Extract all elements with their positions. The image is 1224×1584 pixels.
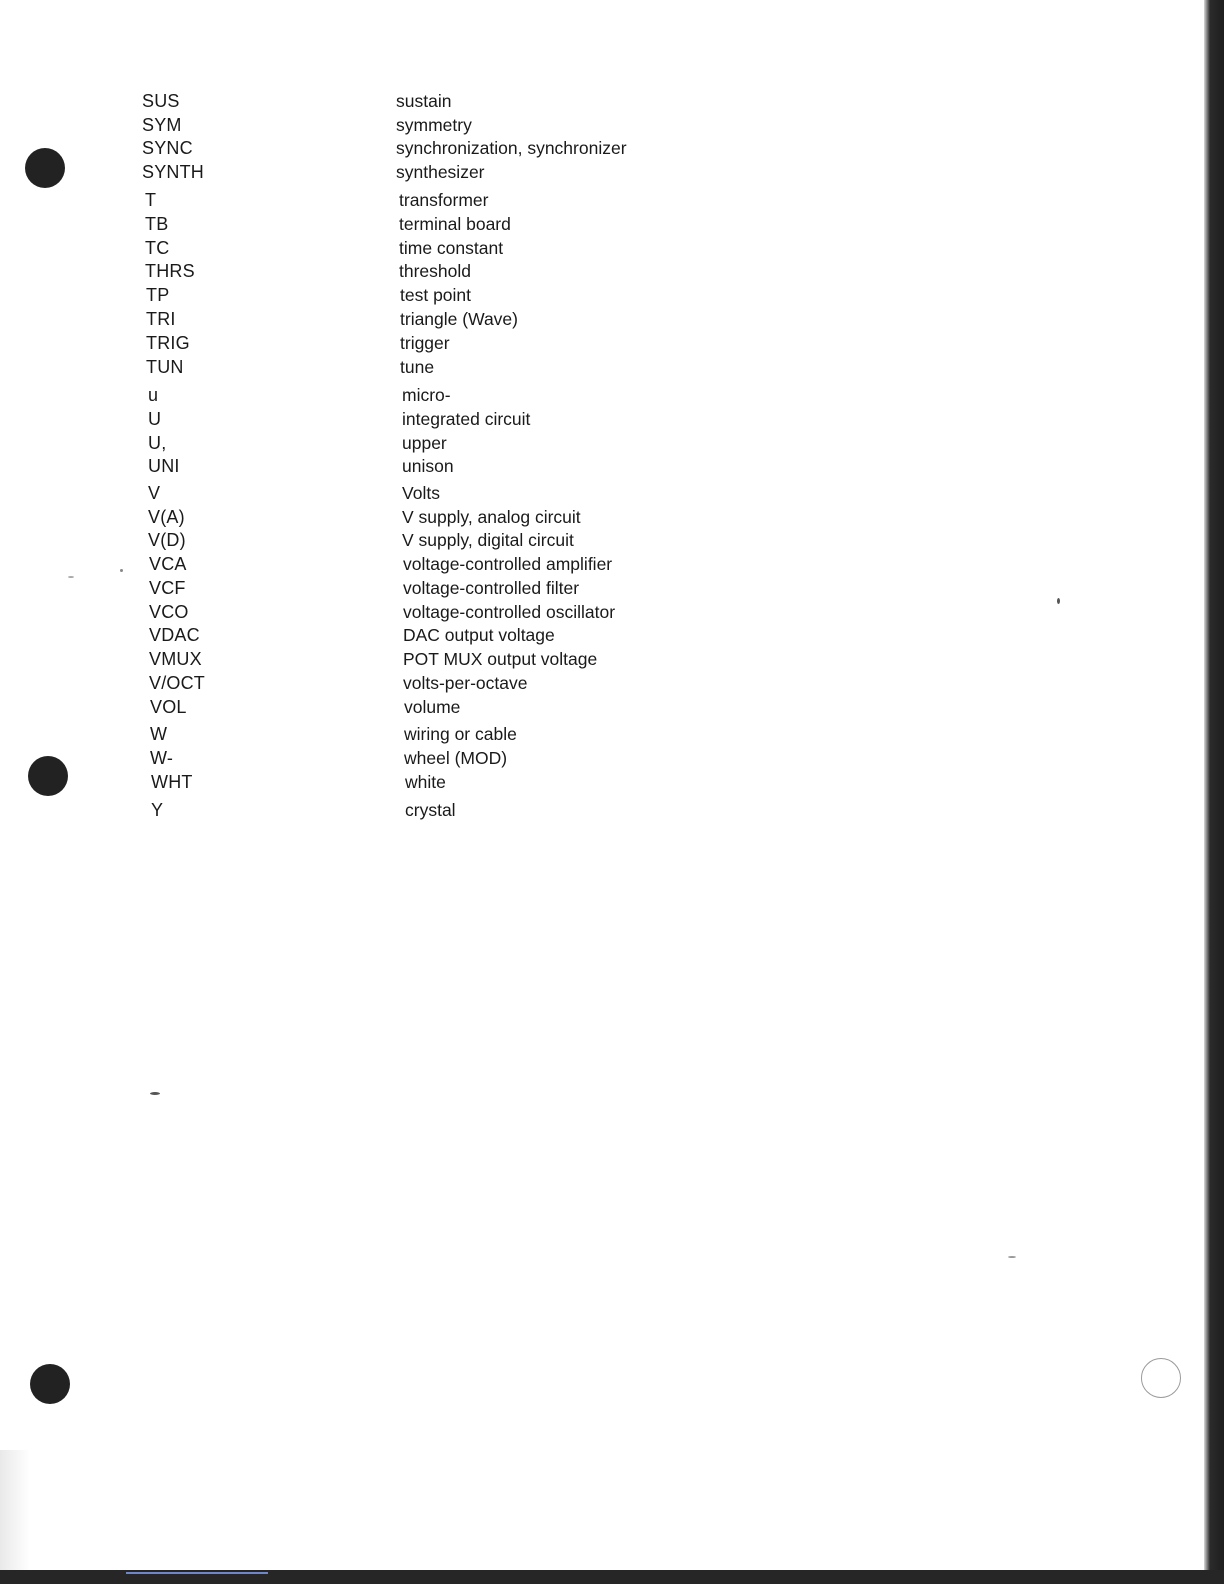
glossary-row: [142, 114, 842, 136]
abbreviation-definition: tune: [400, 357, 435, 377]
abbreviation-term: TUN: [146, 357, 184, 377]
abbreviation-term: TP: [146, 285, 170, 305]
glossary-row: [145, 260, 845, 282]
abbreviation-term: V(D): [148, 530, 186, 550]
abbreviation-definition: sustain: [396, 91, 452, 111]
glossary-row: [148, 482, 848, 504]
glossary-row: [149, 601, 849, 623]
abbreviation-definition: V supply, analog circuit: [402, 507, 581, 527]
glossary-row: [145, 213, 845, 235]
glossary-row: [149, 624, 849, 646]
abbreviation-term: VOL: [150, 697, 187, 717]
abbreviation-definition: V supply, digital circuit: [402, 530, 574, 550]
glossary-row: [146, 356, 846, 378]
abbreviation-definition: terminal board: [399, 214, 511, 234]
abbreviation-definition: test point: [400, 285, 472, 305]
abbreviation-definition: white: [405, 772, 446, 792]
abbreviation-definition: integrated circuit: [402, 409, 531, 429]
abbreviation-definition: time constant: [399, 238, 504, 258]
abbreviation-term: TC: [145, 238, 170, 258]
abbreviation-definition: voltage-controlled filter: [403, 578, 580, 598]
abbreviation-definition: triangle (Wave): [400, 309, 518, 329]
abbreviation-term: V/OCT: [149, 673, 206, 693]
abbreviation-definition: POT MUX output voltage: [403, 649, 598, 669]
abbreviation-term: VMUX: [149, 649, 202, 669]
glossary-row: [150, 747, 850, 769]
abbreviation-term: SYNC: [142, 138, 193, 158]
glossary-row: [149, 648, 849, 670]
abbreviation-term: VCA: [149, 554, 187, 574]
abbreviation-definition: trigger: [400, 333, 450, 353]
glossary-row: [146, 332, 846, 354]
abbreviation-term: TRI: [146, 309, 176, 329]
glossary-row: [150, 696, 850, 718]
glossary-row: [148, 529, 848, 551]
abbreviation-term: Y: [151, 800, 164, 820]
abbreviation-definition: volume: [404, 697, 461, 717]
abbreviation-term: SUS: [142, 91, 180, 111]
abbreviation-term: THRS: [145, 261, 195, 281]
abbreviation-definition: crystal: [405, 800, 456, 820]
abbreviation-term: W: [150, 724, 168, 744]
abbreviation-term: V: [148, 483, 161, 503]
abbreviation-term: SYM: [142, 115, 182, 135]
glossary-row: [142, 161, 842, 183]
glossary-row: [149, 553, 849, 575]
abbreviation-definition: DAC output voltage: [403, 625, 555, 645]
abbreviation-definition: voltage-controlled amplifier: [403, 554, 613, 574]
scan-bottom-tab: [126, 1572, 268, 1574]
abbreviation-term: UNI: [148, 456, 180, 476]
abbreviation-definition: symmetry: [396, 115, 472, 135]
abbreviation-term: SYNTH: [142, 162, 205, 182]
glossary-row: [149, 672, 849, 694]
abbreviation-term: VCF: [149, 578, 186, 598]
abbreviation-term: W-: [150, 748, 174, 768]
abbreviation-term: U,: [148, 433, 167, 453]
scan-right-border: [1204, 0, 1224, 1584]
abbreviation-term: TRIG: [146, 333, 190, 353]
abbreviation-definition: wheel (MOD): [404, 748, 508, 768]
glossary-row: [146, 284, 846, 306]
abbreviation-definition: voltage-controlled oscillator: [403, 602, 616, 622]
glossary-row: [146, 308, 846, 330]
abbreviation-term: VCO: [149, 602, 189, 622]
glossary-row: [145, 189, 845, 211]
abbreviation-definition: micro-: [402, 385, 451, 405]
glossary-row: [148, 384, 848, 406]
abbreviation-definition: Volts: [402, 483, 440, 503]
glossary-row: [142, 90, 842, 112]
glossary-row: [142, 137, 842, 159]
abbreviation-term: T: [145, 190, 157, 210]
glossary-row: [151, 799, 851, 821]
abbreviation-term: U: [148, 409, 162, 429]
abbreviation-term: VDAC: [149, 625, 200, 645]
abbreviation-term: u: [148, 385, 159, 405]
abbreviation-term: TB: [145, 214, 169, 234]
glossary-row: [149, 577, 849, 599]
glossary-row: [148, 408, 848, 430]
glossary-row: [145, 237, 845, 259]
abbreviation-definition: volts-per-octave: [403, 673, 528, 693]
abbreviation-definition: synchronization, synchronizer: [396, 138, 627, 158]
abbreviation-definition: wiring or cable: [404, 724, 517, 744]
abbreviation-term: V(A): [148, 507, 185, 527]
abbreviation-definition: upper: [402, 433, 447, 453]
glossary-row: [150, 723, 850, 745]
abbreviation-term: WHT: [151, 772, 193, 792]
abbreviation-definition: synthesizer: [396, 162, 485, 182]
abbreviation-definition: threshold: [399, 261, 471, 281]
glossary-row: [148, 455, 848, 477]
glossary-row: [151, 771, 851, 793]
abbreviation-definition: unison: [402, 456, 454, 476]
abbreviation-definition: transformer: [399, 190, 489, 210]
glossary-row: [148, 432, 848, 454]
glossary-row: [148, 506, 848, 528]
